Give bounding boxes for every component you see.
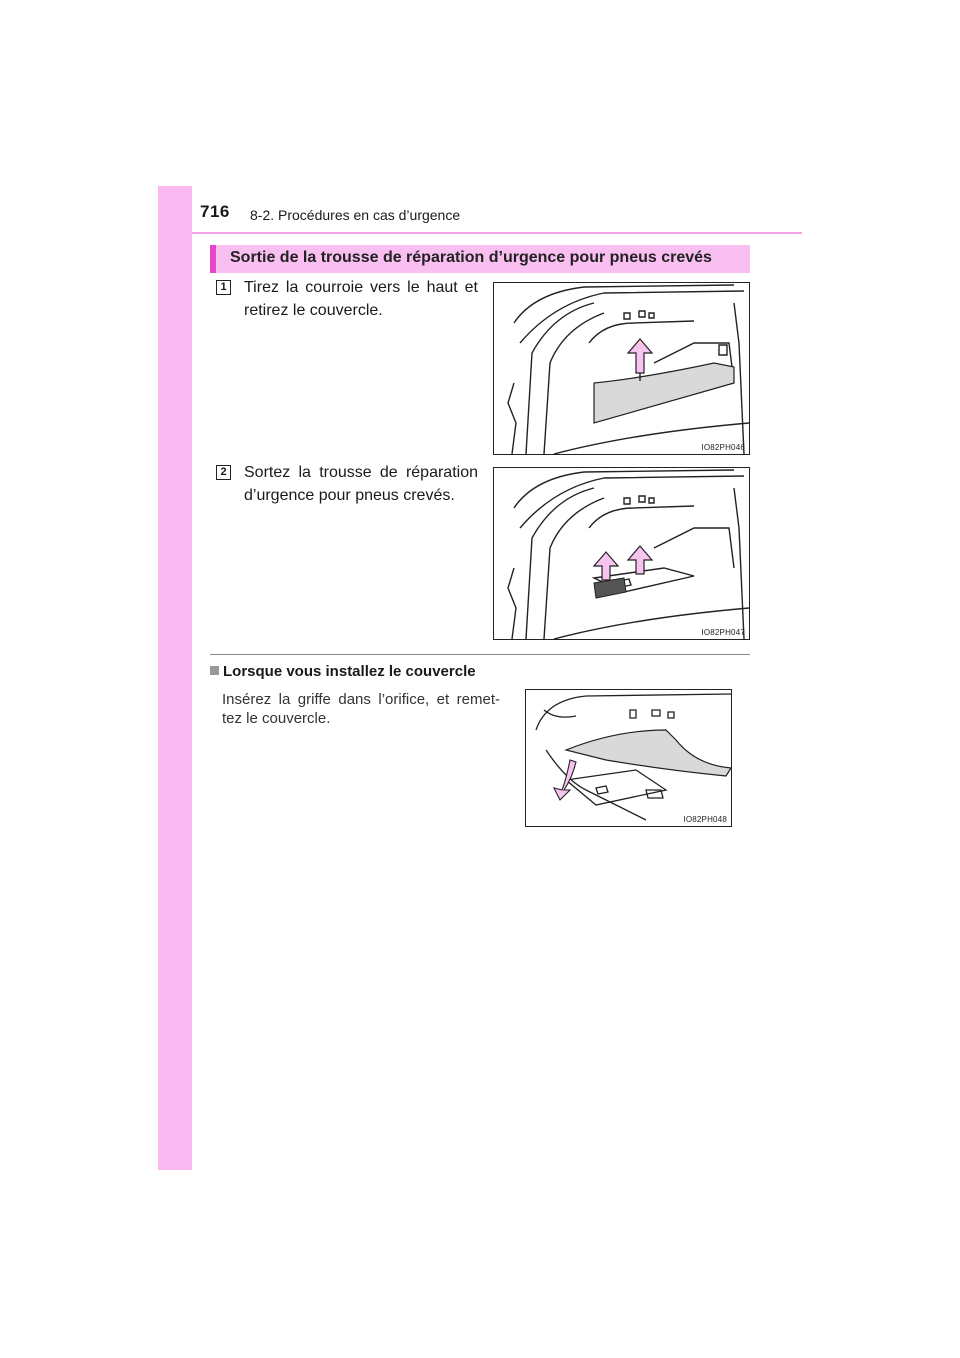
figure-code: IO82PH047 xyxy=(701,628,745,637)
figure-code: IO82PH046 xyxy=(701,443,745,452)
page-number: 716 xyxy=(200,202,230,221)
step-text-2: Sortez la trousse de réparation d’urgence pour pneus crevés. xyxy=(244,464,478,504)
note-heading xyxy=(210,663,476,680)
chapter-side-tab xyxy=(158,186,192,1170)
figure-code: IO82PH048 xyxy=(683,815,727,824)
repair-kit-illustration xyxy=(494,468,749,639)
trunk-cover-illustration xyxy=(494,283,749,454)
step-number-2: 2 xyxy=(216,465,231,480)
cover-install-illustration xyxy=(526,690,731,826)
step-2-illustration xyxy=(493,467,750,640)
step-number-1: 1 xyxy=(216,280,231,295)
step-text-1: Tirez la courroie vers le haut et retirez le couvercle. xyxy=(244,279,478,319)
step-1-illustration xyxy=(493,282,750,455)
section-title-bar xyxy=(210,245,750,273)
running-head: 8-2. Procédures en cas d’urgence xyxy=(250,207,461,223)
install-cover-illustration xyxy=(525,689,732,827)
lift-arrow-left-icon xyxy=(594,552,618,580)
lift-arrow-icon xyxy=(628,339,652,373)
square-bullet-icon xyxy=(210,666,219,675)
note-text: Insérez la griffe dans l’orifice, et remet-tez le couvercle. xyxy=(222,691,500,727)
note-heading-text: Lorsque vous installez le couvercle xyxy=(223,663,476,680)
section-title: Sortie de la trousse de réparation d’urgence pour pneus crevés xyxy=(230,249,712,266)
section-divider xyxy=(210,654,750,655)
header-rule xyxy=(192,232,802,234)
